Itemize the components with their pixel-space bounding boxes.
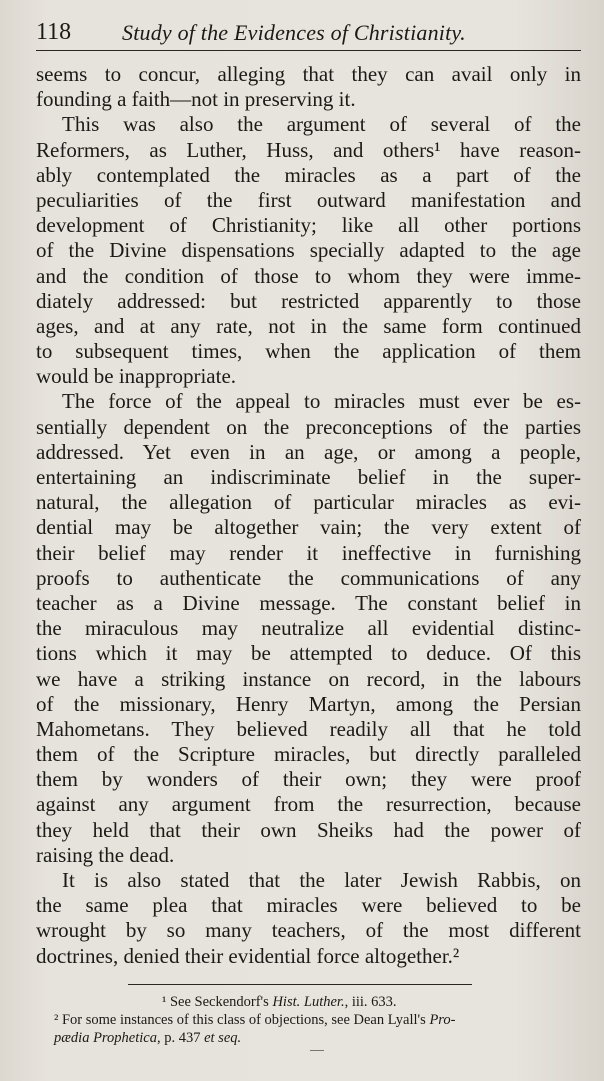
text-line: seems to concur, alleging that they can avail only in xyxy=(36,62,581,86)
printer-mark xyxy=(310,1050,324,1051)
text-line: they held that their own Sheiks had the power of xyxy=(36,817,581,842)
footnote-1-title: Hist. Luther. xyxy=(272,994,345,1010)
body-text xyxy=(36,62,581,969)
text-line: ably contemplated the miracles as a part of the xyxy=(36,162,581,187)
text-line: natural, the allegation of particular miracles as evi- xyxy=(36,490,581,515)
text-line: of the Divine dispensations specially adapted to the age xyxy=(36,238,581,263)
text-line: teacher as a Divine message. The constant belief in xyxy=(36,590,581,615)
text-line: to subsequent times, when the application of them xyxy=(36,339,581,364)
text-line: would be inappropriate. xyxy=(36,364,237,389)
text-line: Reformers, as Luther, Huss, and others¹ have reason- xyxy=(36,137,581,162)
footnote-2-et-seq: et seq. xyxy=(204,1030,242,1046)
text-line: them of the Scripture miracles, but directly paralleled xyxy=(36,742,581,767)
paragraph-start-line: It is also stated that the later Jewish Rabbis, on xyxy=(62,868,581,892)
text-line: we have a striking instance on record, in the labours xyxy=(36,666,581,691)
text-line: entertaining an indiscriminate belief in the super- xyxy=(36,465,581,489)
text-line: of the missionary, Henry Martyn, among the Persian xyxy=(36,691,581,716)
text-line: proofs to authenticate the communications of any xyxy=(36,565,581,590)
footnote-2-page: , p. 437 xyxy=(156,1030,205,1046)
text-line: diately addressed: but restricted apparently to those xyxy=(36,288,581,313)
text-line: tions which it may be attempted to deduce. Of this xyxy=(36,641,581,666)
footnote-2-text: ² For some instances of this class of objections, see Dean Lyall's xyxy=(54,1012,430,1028)
footnote-2 xyxy=(36,1011,584,1029)
text-line: peculiarities of the first outward manifestation and xyxy=(36,187,581,212)
text-line: against any argument from the resurrection, because xyxy=(36,792,581,817)
text-line: doctrines, denied their evidential force altogether.² xyxy=(36,943,460,968)
footnote-1-prefix: ¹ See Seckendorf's xyxy=(162,994,273,1010)
footnotes xyxy=(36,993,584,1047)
text-line: raising the dead. xyxy=(36,842,175,867)
text-line: their belief may render it ineffective in furnishing xyxy=(36,540,581,565)
text-line: development of Christianity; like all other portions xyxy=(36,213,581,238)
text-line: the miraculous may neutralize all evidential distinc- xyxy=(36,616,581,641)
text-line: dential may be altogether vain; the very extent of xyxy=(36,515,581,540)
text-line: Mahometans. They believed readily all that he told xyxy=(36,716,581,741)
text-line: wrought by so many teachers, of the most different xyxy=(36,918,581,943)
text-line: and the condition of those to whom they were imme- xyxy=(36,263,581,288)
paragraph-start-line: This was also the argument of several of the xyxy=(62,112,581,137)
page-number: 118 xyxy=(36,19,72,45)
text-line: founding a faith—not in preserving it. xyxy=(36,87,356,112)
footnote-1-suffix: , iii. 633. xyxy=(344,994,397,1010)
text-line: addressed. Yet even in an age, or among a people, xyxy=(36,439,581,464)
paragraph-start-line: The force of the appeal to miracles must ever be es- xyxy=(62,389,581,414)
footnote-2-title-end: pædia Prophetica xyxy=(54,1030,157,1046)
footnote-1 xyxy=(36,993,584,1011)
text-line: the same plea that miracles were believed to be xyxy=(36,893,581,918)
footnote-rule xyxy=(128,984,472,985)
text-line: sentially dependent on the preconceptions of the parties xyxy=(36,414,581,439)
running-title: Study of the Evidences of Christianity. xyxy=(122,20,466,45)
text-line: ages, and at any rate, not in the same form continued xyxy=(36,313,581,338)
text-line: them by wonders of their own; they were proof xyxy=(36,767,581,792)
footnote-2-continued xyxy=(36,1029,584,1047)
footnote-2-title: Pro- xyxy=(429,1012,456,1028)
running-head xyxy=(36,14,581,51)
